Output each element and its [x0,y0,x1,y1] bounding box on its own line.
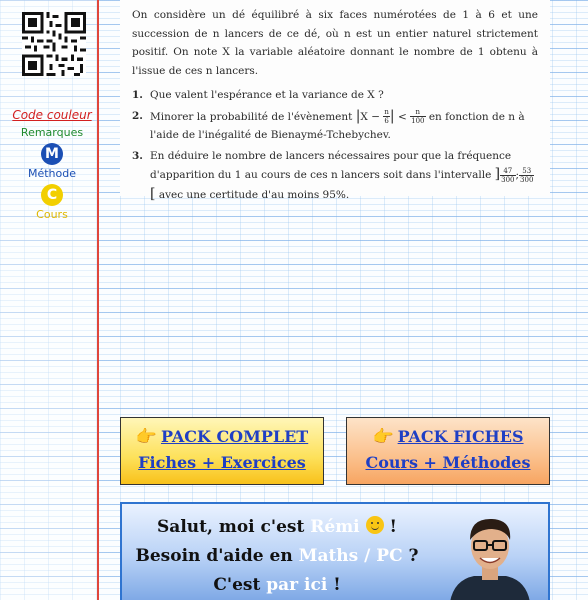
question-2 [132,107,538,145]
legend-methode: Méthode [27,167,77,180]
q2-before: Minorer la probabilité de l'évènement [150,110,353,123]
q2-bound-fraction: $\frac{n}{100}$ [411,108,425,125]
tutor-promo-banner[interactable] [120,502,550,600]
q2-after: en fonction de n à l'aide de l'inégalité de Bienaymé-Tchebychev. [150,110,525,141]
left-margin [0,0,97,600]
question-number: 1. [132,89,143,101]
pack-complet-title[interactable]: PACK COMPLET [160,427,309,446]
q3-before: En déduire le nombre de lancers nécessaires pour que la fréquence d'apparition du 1 au cours de ces n lancers soit dans l'intervalle [150,149,512,181]
tutor-avatar [440,510,540,600]
exercise-statement [120,0,550,202]
pointing-hand-icon: 👉 [135,427,157,447]
q2-relation: < [397,110,407,123]
promo-subject: Maths / PC [298,546,403,566]
promo-cta: C'est par ici ! [213,575,341,595]
smiley-icon [366,516,384,534]
pack-fiches-subtitle[interactable]: Cours + Méthodes [365,453,531,472]
promo-link[interactable]: par ici [266,575,328,595]
pointing-hand-icon: 👉 [372,427,394,447]
qr-code-icon [22,12,86,76]
q2-event-fraction: $\frac{n}{6}$ [384,108,389,125]
q3-after: avec une certitude d'au moins 95%. [158,188,350,201]
pack-fiches-button[interactable] [346,417,550,485]
legend-remarques: Remarques [20,126,84,139]
question-number: 3. [132,149,143,162]
pack-complet-subtitle[interactable]: Fiches + Exercices [138,453,306,472]
qr-code[interactable] [22,12,86,76]
legend-title: Code couleur [12,108,92,122]
question-3 [132,147,538,205]
question-text: Que valent l'espérance et la variance de X ? [150,89,384,101]
promo-greeting: Salut, moi c'est Rémi ! [157,517,397,537]
methode-badge-icon: M [41,143,63,165]
question-1 [132,86,538,105]
promo-help: Besoin d'aide en Maths / PC ? [135,546,419,566]
q3-upper-fraction: $\frac{53}{300}$ [520,166,534,184]
question-number: 2. [132,109,143,122]
cours-badge-icon: C [41,184,63,206]
color-legend [10,108,94,221]
question-text: Minorer la probabilité de l'évènement |X − $\frac{n}{6}$ | < $\frac{n}{100}$ en fonction de n à l'aide de l'inégalité de Bienaymé-Tchebychev. [150,107,525,141]
q2-event-left: X − [360,110,381,123]
pack-fiches-title[interactable]: PACK FICHES [397,427,524,446]
margin-line [97,0,99,600]
question-text: En déduire le nombre de lancers nécessaires pour que la fréquence d'apparition du 1 au cours de ces n lancers soit dans l'intervalle ] $\frac{47}{300}$ ; $\frac{53}{300}$ [ avec une certitude d'au moins 95%. [150,149,534,202]
exercise-intro: On considère un dé équilibré à six faces numérotées de 1 à 6 et une succession de n lancers de ce dé, où n est un entier naturel strictement positif. On note X la variable aléatoire donnant le nombre de 1 obtenu à l'issue de ces n lancers. [132,9,538,77]
q3-lower-fraction: $\frac{47}{300}$ [501,166,515,184]
pack-complet-button[interactable] [120,417,324,485]
legend-cours: Cours [36,208,68,221]
promo-name: Rémi [310,517,360,537]
